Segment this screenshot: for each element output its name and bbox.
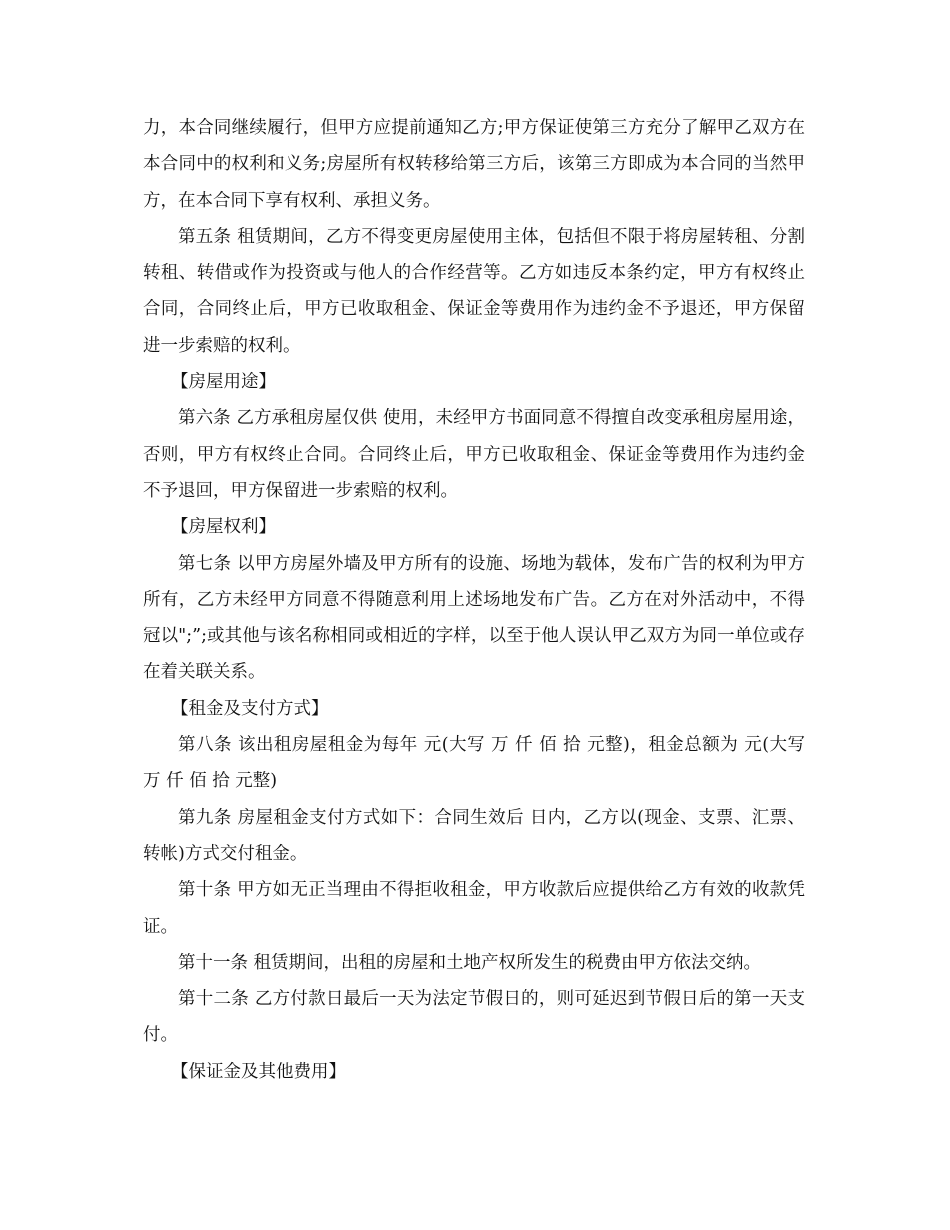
paragraph-continuation: 力，本合同继续履行，但甲方应提前通知乙方;甲方保证使第三方充分了解甲乙双方在本合同中的权利和义务;房屋所有权转移给第三方后，该第三方即成为本合同的当然甲方，在本合同下享有权利、承担义务。 [143,118,805,211]
document-body [143,110,805,1090]
article-11-paragraph: 第十一条 租赁期间，出租的房屋和土地产权所发生的税费由甲方依法交纳。 [178,952,762,973]
section-heading-deposit-fees: 【保证金及其他费用】 [171,1061,346,1082]
article-12-paragraph: 第十二条 乙方付款日最后一天为法定节假日的，则可延迟到节假日后的第一天支付。 [143,989,805,1046]
article-10-paragraph: 第十条 甲方如无正当理由不得拒收租金，甲方收款后应提供给乙方有效的收款凭证。 [143,880,805,937]
section-heading-rent-payment: 【租金及支付方式】 [171,698,329,719]
article-9-paragraph: 第九条 房屋租金支付方式如下：合同生效后 日内，乙方以(现金、支票、汇票、转帐)方式交付租金。 [143,807,805,864]
article-5-paragraph: 第五条 租赁期间，乙方不得变更房屋使用主体，包括但不限于将房屋转租、分割转租、转借或作为投资或与他人的合作经营等。乙方如违反本条约定，甲方有权终止合同，合同终止后，甲方已收取租金、保证金等费用作为违约金不予退还，甲方保留进一步索赔的权利。 [143,226,805,356]
article-7-paragraph: 第七条 以甲方房屋外墙及甲方所有的设施、场地为载体，发布广告的权利为甲方所有，乙方未经甲方同意不得随意利用上述场地发布广告。乙方在对外活动中，不得冠以";”;或其他与该名称相同或相近的字样，以至于他人误认甲乙双方为同一单位或存在着关联关系。 [143,553,805,683]
section-heading-house-rights: 【房屋权利】 [171,517,276,538]
article-8-paragraph: 第八条 该出租房屋租金为每年 元(大写 万 仟 佰 拾 元整)，租金总额为 元(大写 万 仟 佰 拾 元整) [143,735,805,792]
article-6-paragraph: 第六条 乙方承租房屋仅供 使用，未经甲方书面同意不得擅自改变承租房屋用途，否则，甲方有权终止合同。合同终止后，甲方已收取租金、保证金等费用作为违约金不予退回，甲方保留进一步索赔的权利。 [143,408,805,501]
section-heading-house-use: 【房屋用途】 [171,372,276,393]
